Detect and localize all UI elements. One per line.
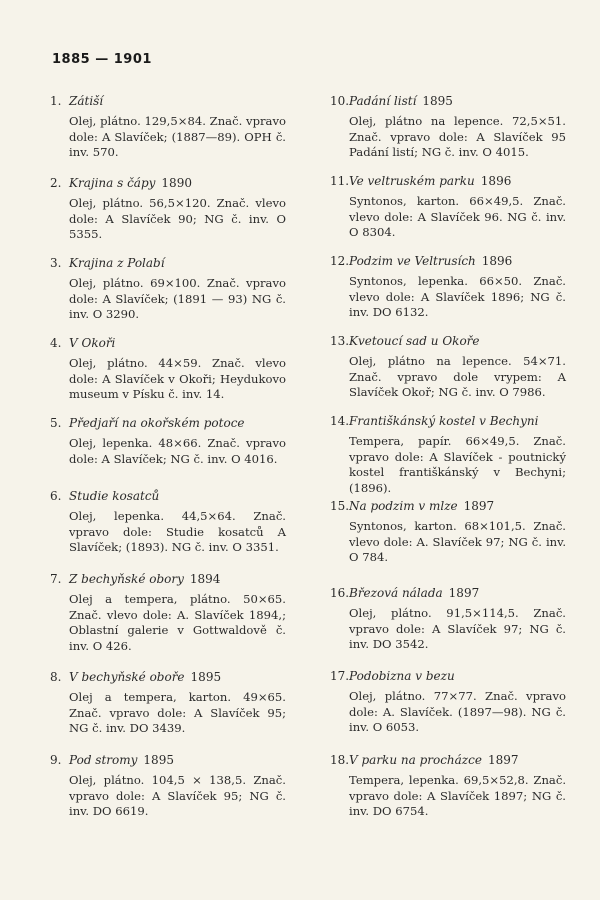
entry-description: Olej, plátno na lepence. 72,5×51. Znač. vpravo dole: A Slavíček 95 Padání listí; NG č. inv. O 4015.	[349, 114, 566, 159]
catalog-entry-12	[330, 252, 566, 321]
entry-description: Syntonos, karton. 68×101,5. Znač. vlevo dole: A. Slavíček 97; NG č. inv. O 784.	[349, 519, 566, 564]
catalog-entry-5	[50, 414, 286, 467]
catalog-entry-16	[330, 584, 566, 653]
entry-year: 1894	[189, 572, 221, 586]
entry-number: 13.	[330, 334, 350, 348]
entry-description: Olej, plátno. 129,5×84. Znač. vpravo dole: A Slavíček; (1887—89). OPH č. inv. 570.	[69, 114, 286, 159]
entry-description: Syntonos, karton. 66×49,5. Znač. vlevo dole: A Slavíček 96. NG č. inv. O 8304.	[349, 194, 566, 239]
entry-number: 4.	[50, 336, 62, 350]
entry-year: 1896	[481, 254, 513, 268]
entry-description: Olej, plátno na lepence. 54×71. Znač. vpravo dole vrypem: A Slavíček Okoř; NG č. inv. O 7986.	[349, 354, 566, 399]
entry-year: 1895	[143, 753, 174, 767]
entry-number: 14.	[330, 414, 350, 428]
entry-title: Z bechyňské obory	[69, 572, 184, 586]
entry-description: Syntonos, lepenka. 66×50. Znač. vlevo dole: A Slavíček 1896; NG č. inv. DO 6132.	[349, 274, 566, 319]
entry-description: Tempera, lepenka. 69,5×52,8. Znač. vpravo dole: A Slavíček 1897; NG č. inv. DO 6754.	[349, 773, 566, 818]
entry-title: Padání listí	[349, 94, 417, 108]
entry-title: Studie kosatců	[69, 489, 160, 503]
catalog-entry-3	[50, 254, 286, 323]
entry-year: 1897	[463, 499, 495, 513]
entry-number: 12.	[330, 254, 350, 268]
page-header-years: 1885 — 1901	[52, 52, 152, 67]
entry-number: 11.	[330, 174, 350, 188]
entry-title: Krajina z Polabí	[69, 256, 165, 270]
entry-number: 9.	[50, 753, 62, 767]
entry-description: Olej, plátno. 56,5×120. Znač. vlevo dole: A Slavíček 90; NG č. inv. O 5355.	[69, 196, 286, 241]
catalog-entry-13	[330, 332, 566, 401]
entry-title: Kvetoucí sad u Okoře	[349, 334, 480, 348]
entry-description: Olej a tempera, karton. 49×65. Znač. vpravo dole: A Slavíček 95; NG č. inv. DO 3439.	[69, 690, 286, 735]
entry-title: V bechyňské oboře	[69, 670, 185, 684]
entry-description: Olej, lepenka. 44,5×64. Znač. vpravo dole: Studie kosatců A Slavíček; (1893). NG č. inv. O 3351.	[69, 509, 286, 554]
entry-title: Předjaří na okořském potoce	[69, 416, 245, 430]
entry-number: 15.	[330, 499, 350, 513]
catalog-entry-15	[330, 497, 566, 566]
entry-title: V parku na procházce	[349, 753, 482, 767]
catalog-entry-9	[50, 751, 286, 820]
entry-title: Krajina s čápy	[69, 176, 156, 190]
entry-description: Tempera, papír. 66×49,5. Znač. vpravo dole: A Slavíček - poutnický kostel františkánský v Bechyni; (1896).	[349, 434, 566, 495]
entry-number: 8.	[50, 670, 62, 684]
entry-year: 1895	[190, 670, 222, 684]
entry-title: Pod stromy	[69, 753, 138, 767]
entry-title: Na podzim v mlze	[349, 499, 458, 513]
entry-description: Olej, plátno. 44×59. Znač. vlevo dole: A Slavíček v Okoři; Heydukovo museum v Písku č. inv. 14.	[69, 356, 286, 401]
catalog-entry-8	[50, 668, 286, 737]
entry-number: 10.	[330, 94, 350, 108]
entry-description: Olej, plátno. 77×77. Znač. vpravo dole: A. Slavíček. (1897—98). NG č. inv. O 6053.	[349, 689, 566, 734]
entry-title: Ve veltruském parku	[349, 174, 475, 188]
entry-title: Podobizna v bezu	[349, 669, 455, 683]
entry-title: Františkánský kostel v Bechyni	[349, 414, 539, 428]
catalog-entry-2	[50, 174, 286, 243]
entry-number: 1.	[50, 94, 62, 108]
catalog-entry-4	[50, 334, 286, 403]
entry-number: 7.	[50, 572, 62, 586]
entry-title: Podzim ve Veltrusích	[349, 254, 476, 268]
entry-number: 18.	[330, 753, 350, 767]
entry-title: V Okoři	[69, 336, 116, 350]
entry-title: Březová nálada	[349, 586, 443, 600]
catalog-entry-1	[50, 92, 286, 161]
entry-description: Olej, plátno. 69×100. Znač. vpravo dole: A Slavíček; (1891 — 93) NG č. inv. O 3290.	[69, 276, 286, 321]
catalog-entry-6	[50, 487, 286, 556]
catalog-entry-10	[330, 92, 566, 161]
entry-number: 16.	[330, 586, 350, 600]
entry-year: 1896	[480, 174, 512, 188]
entry-title: Zátiší	[69, 94, 104, 108]
catalog-entry-18	[330, 751, 566, 820]
entry-number: 5.	[50, 416, 62, 430]
catalog-entry-7	[50, 570, 286, 654]
entry-number: 2.	[50, 176, 62, 190]
entry-number: 17.	[330, 669, 350, 683]
entry-year: 1890	[161, 176, 192, 190]
entry-number: 3.	[50, 256, 62, 270]
entry-description: Olej, plátno. 104,5 × 138,5. Znač. vpravo dole: A Slavíček 95; NG č. inv. DO 6619.	[69, 773, 286, 818]
catalog-entry-17	[330, 667, 566, 736]
entry-description: Olej a tempera, plátno. 50×65. Znač. vlevo dole: A. Slavíček 1894,; Oblastní galerie v Gottwaldově č. inv. O 426.	[69, 592, 286, 653]
entry-year: 1897	[448, 586, 480, 600]
entry-number: 6.	[50, 489, 62, 503]
entry-year: 1897	[487, 753, 519, 767]
catalog-entry-14	[330, 412, 566, 496]
entry-description: Olej, lepenka. 48×66. Znač. vpravo dole: A Slavíček; NG č. inv. O 4016.	[69, 436, 286, 466]
entry-year: 1895	[422, 94, 453, 108]
catalog-entry-11	[330, 172, 566, 241]
entry-description: Olej, plátno. 91,5×114,5. Znač. vpravo dole: A Slavíček 97; NG č. inv. DO 3542.	[349, 606, 566, 651]
